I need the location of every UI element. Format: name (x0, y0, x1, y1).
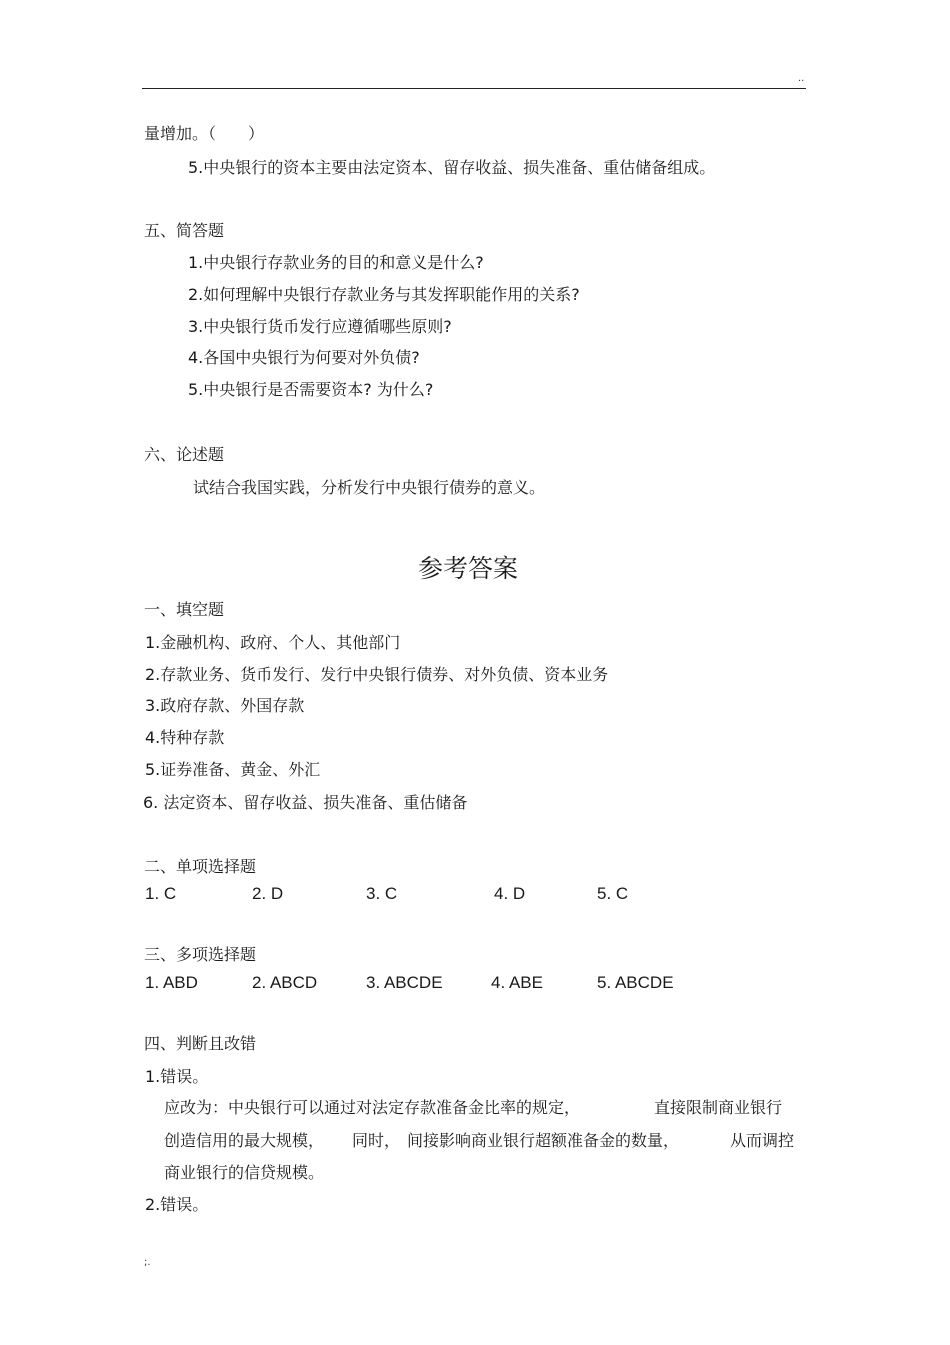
correction-text: 商业银行的信贷规模。 (164, 1163, 325, 1182)
multi-choice-answer: 4. ABE (491, 973, 543, 992)
answers-title: 参考答案 (418, 554, 519, 583)
true-false-answer-1: 1.错误。 (145, 1067, 209, 1086)
true-false-question-5: 5.中央银行的资本主要由法定资本、留存收益、损失准备、重估储备组成。 (188, 158, 716, 177)
header-rule (142, 88, 806, 89)
fill-blank-heading: 一、填空题 (144, 600, 225, 619)
essay-question: 试结合我国实践，分析发行中央银行债券的意义。 (193, 478, 546, 497)
correction-text: 直接限制商业银行 (654, 1098, 783, 1117)
correction-text: 应改为：中央银行可以通过对法定存款准备金比率的规定， (164, 1098, 581, 1117)
short-answer-item: 2.如何理解中央银行存款业务与其发挥职能作用的关系? (188, 285, 580, 304)
fill-blank-answer: 1.金融机构、政府、个人、其他部门 (145, 633, 401, 652)
short-answer-item: 3.中央银行货币发行应遵循哪些原则? (188, 317, 452, 336)
correction-text: 创造信用的最大规模， (164, 1131, 325, 1150)
short-answer-item: 1.中央银行存款业务的目的和意义是什么? (188, 253, 484, 272)
multi-choice-answer: 2. ABCD (252, 973, 318, 992)
fill-blank-answer: 5.证券准备、黄金、外汇 (145, 760, 321, 779)
single-choice-answer: 4. D (494, 884, 526, 903)
correction-text: 间接影响商业银行超额准备金的数量， (407, 1131, 680, 1150)
correction-text: 同时， (352, 1131, 401, 1150)
fill-blank-answer: 6. 法定资本、留存收益、损失准备、重估储备 (143, 793, 468, 812)
short-answer-heading: 五、简答题 (144, 221, 225, 240)
fill-blank-answer: 4.特种存款 (145, 728, 225, 747)
multi-choice-answer: 5. ABCDE (597, 973, 674, 992)
single-choice-answer: 1. C (145, 884, 177, 903)
continued-question-text: 量增加。（ ） (144, 124, 265, 143)
multi-choice-answer: 1. ABD (145, 973, 198, 992)
single-choice-heading: 二、单项选择题 (144, 857, 257, 876)
fill-blank-answer: 2.存款业务、货币发行、发行中央银行债券、对外负债、资本业务 (145, 665, 609, 684)
short-answer-item: 4.各国中央银行为何要对外负债? (188, 348, 420, 367)
correction-text: 从而调控 (730, 1131, 795, 1150)
true-false-answer-2: 2.错误。 (145, 1195, 209, 1214)
single-choice-answer: 5. C (597, 884, 629, 903)
fill-blank-answer: 3.政府存款、外国存款 (145, 696, 305, 715)
footer-mark: ;. (144, 1257, 151, 1268)
essay-heading: 六、论述题 (144, 445, 225, 464)
true-false-heading: 四、判断且改错 (144, 1034, 257, 1053)
single-choice-answer: 2. D (252, 884, 284, 903)
header-mark: .. (798, 73, 805, 84)
single-choice-answer: 3. C (366, 884, 398, 903)
multi-choice-answer: 3. ABCDE (366, 973, 443, 992)
multi-choice-heading: 三、多项选择题 (144, 945, 257, 964)
short-answer-item: 5.中央银行是否需要资本? 为什么? (188, 380, 434, 399)
